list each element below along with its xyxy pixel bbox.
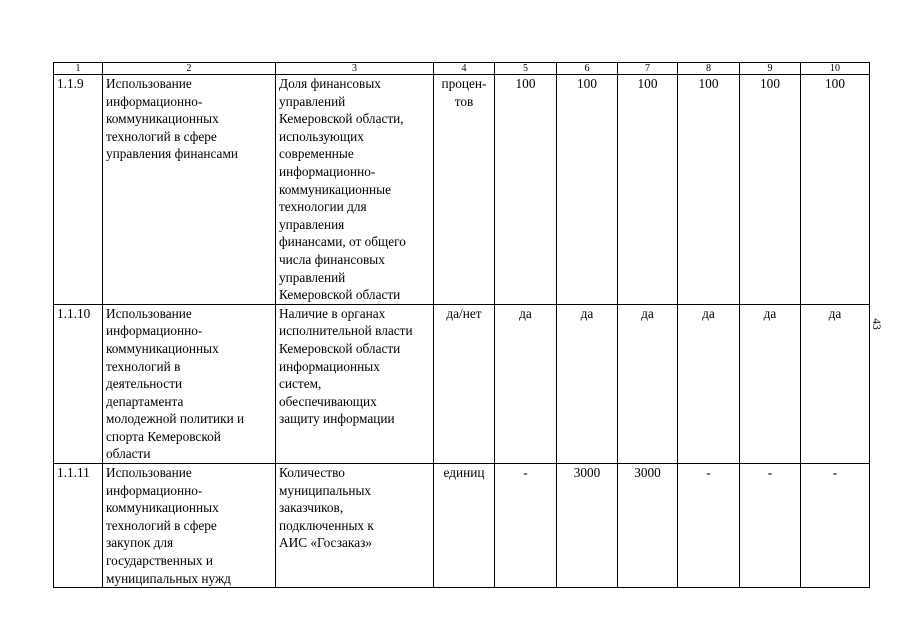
indicator-name: Количество муниципальных заказчиков, подключенных к АИС «Госзаказ» <box>276 464 434 588</box>
value-cell: да <box>740 304 801 463</box>
header-cell: 9 <box>740 63 801 75</box>
row-number: 1.1.10 <box>54 304 103 463</box>
value-cell: 3000 <box>557 464 618 588</box>
measure-name: Использование информационно- коммуникационных технологий в сфере управления финансами <box>103 75 276 305</box>
measure-name: Использование информационно- коммуникационных технологий в сфере закупок для государственных и муниципальных нужд <box>103 464 276 588</box>
value-cell: 100 <box>495 75 557 305</box>
header-cell: 1 <box>54 63 103 75</box>
value-cell: да <box>801 304 870 463</box>
value-cell: да <box>557 304 618 463</box>
row-number: 1.1.9 <box>54 75 103 305</box>
value-cell: 3000 <box>618 464 678 588</box>
row-number: 1.1.11 <box>54 464 103 588</box>
value-cell: - <box>740 464 801 588</box>
header-cell: 3 <box>276 63 434 75</box>
header-cell: 10 <box>801 63 870 75</box>
header-cell: 2 <box>103 63 276 75</box>
value-cell: 100 <box>678 75 740 305</box>
value-cell: да <box>678 304 740 463</box>
table-header-row <box>54 63 870 75</box>
header-cell: 5 <box>495 63 557 75</box>
indicator-name: Наличие в органах исполнительной власти Кемеровской области информационных систем, обеспечивающих защиту информации <box>276 304 434 463</box>
indicator-name: Доля финансовых управлений Кемеровской области, использующих современные информационно- коммуникационные технологии для управления финансами, от общего числа финансовых управлений Кемеровской области <box>276 75 434 305</box>
page-number: 43 <box>870 318 882 330</box>
unit-cell: единиц <box>434 464 495 588</box>
table-row <box>54 75 870 305</box>
unit-cell: да/нет <box>434 304 495 463</box>
value-cell: 100 <box>801 75 870 305</box>
value-cell: да <box>618 304 678 463</box>
indicator-table <box>53 62 870 588</box>
value-cell: - <box>801 464 870 588</box>
table-row <box>54 304 870 463</box>
value-cell: да <box>495 304 557 463</box>
header-cell: 8 <box>678 63 740 75</box>
value-cell: - <box>495 464 557 588</box>
value-cell: 100 <box>618 75 678 305</box>
value-cell: 100 <box>740 75 801 305</box>
value-cell: - <box>678 464 740 588</box>
header-cell: 4 <box>434 63 495 75</box>
header-cell: 7 <box>618 63 678 75</box>
unit-cell: процен- тов <box>434 75 495 305</box>
table-row <box>54 464 870 588</box>
measure-name: Использование информационно- коммуникационных технологий в деятельности департамента молодежной политики и спорта Кемеровской области <box>103 304 276 463</box>
header-cell: 6 <box>557 63 618 75</box>
value-cell: 100 <box>557 75 618 305</box>
